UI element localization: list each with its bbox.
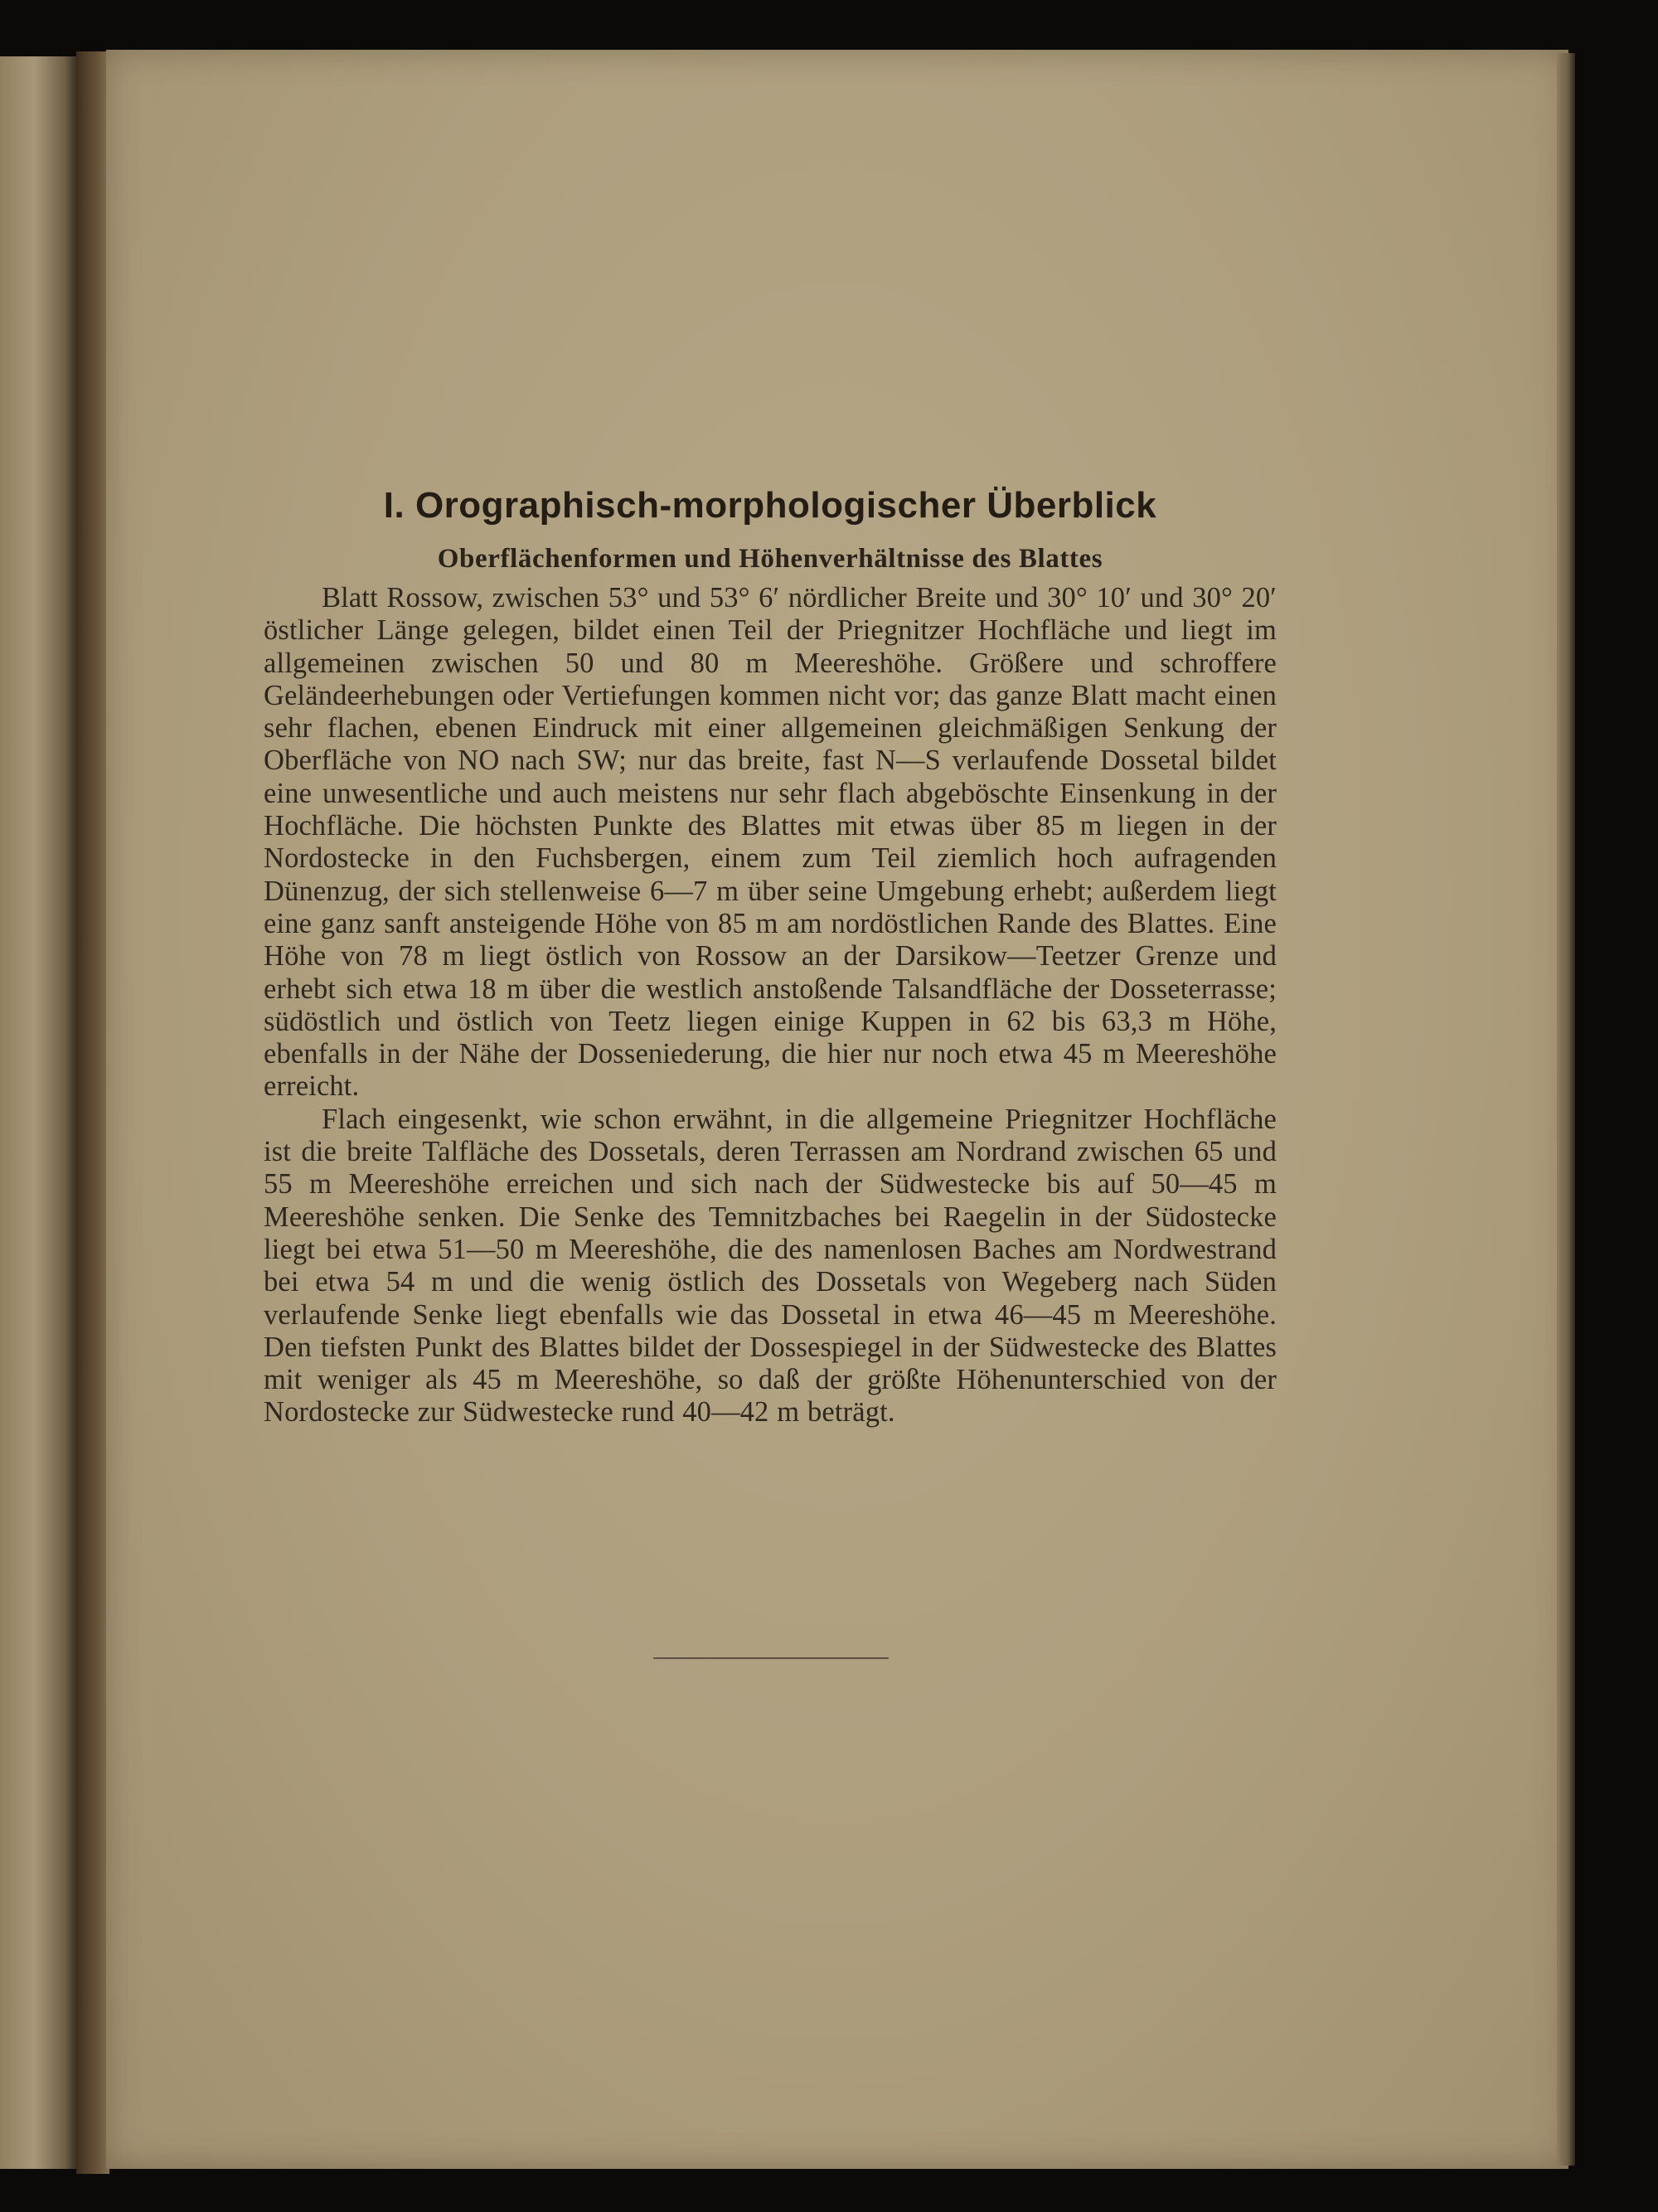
section-end-rule — [653, 1657, 889, 1659]
body-text — [264, 582, 1277, 1429]
book-spine — [76, 51, 109, 2174]
chapter-title: I. Orographisch-morphologischer Überblick — [383, 485, 1157, 526]
facing-page-edge — [0, 56, 76, 2169]
section-title: Oberflächenformen und Höhenverhältnisse des Blattes — [437, 544, 1103, 574]
page-right-edge — [1557, 53, 1575, 2166]
page-content — [264, 479, 1277, 1429]
paragraph-2: Flach eingesenkt, wie schon erwähnt, in die allgemeine Priegnitzer Hochfläche ist die breite Talfläche des Dossetals, deren Terrassen am Nordrand zwischen 65 und 55 m Meereshöhe erreichen und sich nach der Südwestecke bis auf 50—45 m Meereshöhe senken. Die Senke des Temnitzbaches bei Raegelin in der Südostecke liegt bei etwa 51—50 m Meereshöhe, die des namenlosen Baches am Nordwestrand bei etwa 54 m und die wenig östlich des Dossetals von Wegeberg nach Süden verlaufende Senke liegt ebenfalls wie das Dossetal in etwa 46—45 m Meereshöhe. Den tiefsten Punkt des Blattes bildet der Dossespiegel in der Südwestecke des Blattes mit weniger als 45 m Meereshöhe, so daß der größte Höhenunterschied von der Nordostecke zur Südwestecke rund 40—42 m beträgt. — [264, 1103, 1277, 1429]
paragraph-1: Blatt Rossow, zwischen 53° und 53° 6′ nördlicher Breite und 30° 10′ und 30° 20′ östlicher Länge gelegen, bildet einen Teil der Priegnitzer Hochfläche und liegt im allgemeinen zwischen 50 und 80 m Meereshöhe. Größere und schroffere Geländeerhebungen oder Vertiefungen kommen nicht vor; das ganze Blatt macht einen sehr flachen, ebenen Eindruck mit einer allgemeinen gleichmäßigen Senkung der Oberfläche von NO nach SW; nur das breite, fast N—S verlaufende Dossetal bildet eine unwesentliche und auch meistens nur sehr flach abgeböschte Einsenkung in der Hochfläche. Die höchsten Punkte des Blattes mit etwas über 85 m liegen in der Nordostecke in den Fuchsbergen, einem zum Teil ziemlich hoch aufragenden Dünenzug, der sich stellenweise 6—7 m über seine Umgebung erhebt; außerdem liegt eine ganz sanft ansteigende Höhe von 85 m am nordöstlichen Rande des Blattes. Eine Höhe von 78 m liegt östlich von Rossow an der Darsikow—Teetzer Grenze und erhebt sich etwa 18 m über die westlich anstoßende Talsandfläche der Dosseterrasse; südöstlich und östlich von Teetz liegen einige Kuppen in 62 bis 63,3 m Höhe, ebenfalls in der Nähe der Dosseniederung, die hier nur noch etwa 45 m Meereshöhe erreicht. — [264, 582, 1277, 1103]
